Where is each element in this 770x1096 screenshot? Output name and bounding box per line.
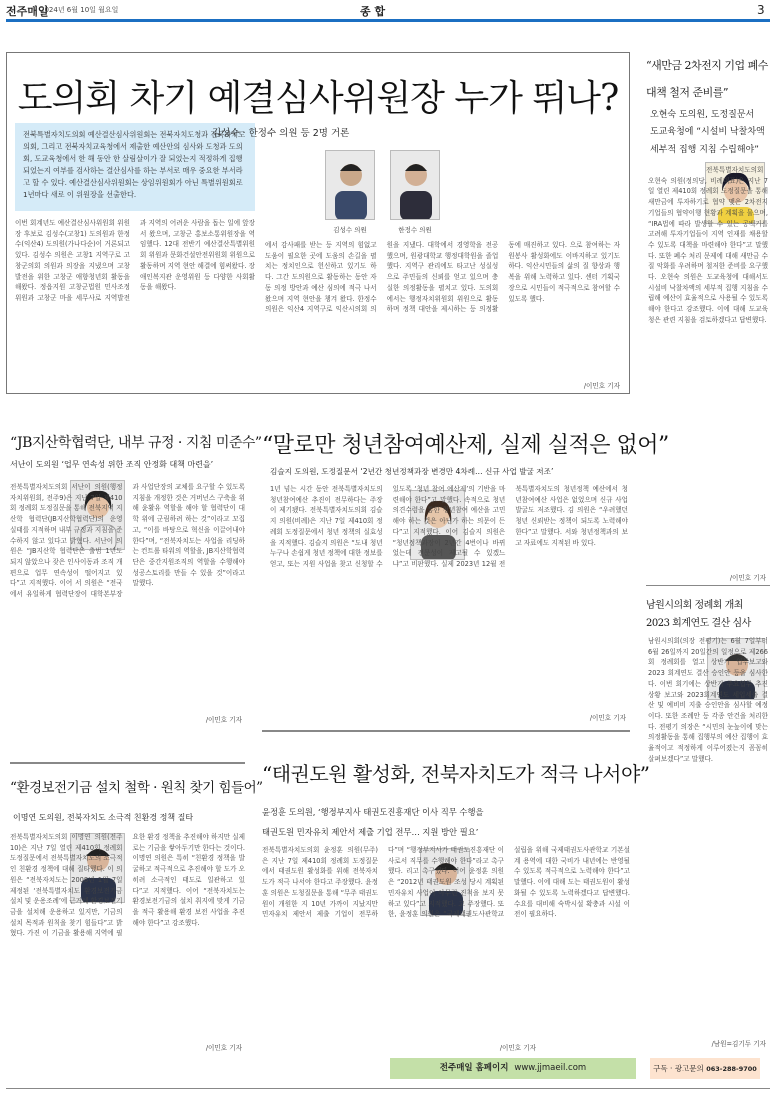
sidebar-article2-subtitle: 2023 회계연도 결산 심사 bbox=[646, 618, 751, 629]
tkd-article-body: 전북특별자치도의회 윤정훈 의원(무주)은 지난 7일 제410회 정례회 도정질문에서 태권도원 활성화를 위해 전북자치도가 적극 나서야 한다고 주장했다. 윤정훈 의원은 도청질문을 통해 “무주 태권도원이 개원한 지 10년 가까이 지났지만 민자유치 제안서 제출 기업이 전무하다”며 “행정부지사가 태권도진흥재단 이사로서 직무를 수행해야 한다”라고 촉구했다. 리고 촉구했다. 이어 윤정훈 의원은 “2012년 태권도원 조성 당시 계획된 민자유치 사업이 아무런 진척을 보지 못하고 있다”고 지적했다. 고 주장했다. 또한, 윤정훈 의원은 “국제태권도사관학교 설립을 위해 국제태권도사관학교 기본설계 용역에 대한 국비가 내년에는 반영될 수 있도록 적극적으로 노력해야 한다”고 말했다. 이에 대해 도는 태권도원이 활성화될 수 있도록 노력하겠다고 답변했다. 수요를 대비해 숙박시설 확충과 시설 이전이 필요하다. bbox=[262, 846, 630, 919]
sidebar-article-subtitle-2: 도교육청에 “시설비 낙찰차액 세부적 집행 지침 수립해야” bbox=[650, 127, 765, 155]
sidebar-article-subtitle-1: 오현숙 도의원, 도정질문서 bbox=[650, 110, 755, 120]
page-number: 3 bbox=[757, 3, 765, 17]
youth-article-subtitle: 김슬지 도의원, 도정질문서 ‘2년간 청년정책과장 변경만 4차례… 신규 사업 발굴 저조’ bbox=[270, 467, 554, 476]
homepage-label: 전주매일 홈페이지 bbox=[439, 1063, 509, 1073]
jb-article-title: “JB지산학협력단, 내부 규정 · 지침 미준수” bbox=[10, 435, 262, 451]
newspaper-logo: 전주매일 bbox=[6, 5, 49, 18]
divider bbox=[646, 585, 770, 586]
issue-date: 2024년 6월 10일 월요일 bbox=[40, 6, 119, 14]
divider bbox=[262, 730, 630, 732]
footer-rule bbox=[6, 1088, 770, 1089]
tkd-article-subtitle-2: 태권도원 민자유치 제안서 제출 기업 전무… 지원 방안 필요’ bbox=[262, 827, 479, 837]
ad-phone: 063-288-9700 bbox=[706, 1065, 757, 1073]
sidebar-article-body: 전북특별자치도의회 오현숙 의원(정의당, 비례대표)은 지난 7일 열린 제410회 정례회 도정질문을 통해 새만금에 투자하기로 협약 맺은 2차전지 기업들의 협약이행 현황과 계획을 물으며, “IRA법에 따라 발생할 수 있는 공백기를 고려해 투자기업들이 지역 인재를 채용할 수 있도록 대책을 마련해야 한다”고 말했다. 또한 폐수 처리 문제에 대해 새만금 수질 악화를 우려하며 철저한 준비를 요구했다. 오현숙 의원은 도교육청에 대해서도 시설비 낙찰차액의 세부적 집행 지침을 수립해 예산이 효율적으로 사용될 수 있도록 해야 한다고 강조했다. 이에 대해 도교육청은 관련 지침을 검토하겠다고 답변했다. bbox=[648, 166, 768, 324]
tkd-article-subtitle-1: 윤정훈 도의원, ‘행정부지사 태권도진흥재단 이사 직무 수행을 bbox=[262, 807, 484, 817]
homepage-banner[interactable] bbox=[390, 1058, 636, 1079]
sidebar-article-reporter: /이민호 기자 bbox=[729, 574, 766, 582]
photo-caption-kim: 김성수 의원 bbox=[333, 226, 367, 234]
sidebar-article2-title: 남원시의회 정례회 개최 bbox=[646, 600, 743, 611]
youth-article-title: “말로만 청년참여예산제, 실제 실적은 없어” bbox=[262, 433, 669, 458]
header-rule bbox=[6, 19, 770, 22]
photo-kim-sungsu bbox=[325, 150, 375, 220]
ad-inquiry-banner bbox=[650, 1058, 760, 1079]
jb-article-subtitle: 서난이 도의원 ‘업무 연속성 위한 조직 안정화 대책 마련을’ bbox=[10, 460, 214, 469]
top-article-body-right: 에서 감사패를 받는 등 지역의 힘없고 도움이 필요한 곳에 도움의 손길을 펼치는 정치인으로 헌신하고 있기도 하다. 그간 도의원으로 활동하는 동안 자동 의정 방안과 예산 심의에 적극 나서 왔으며 지역 현안을 챙겨 왔다. 한정수 의원은 익산4 지역구로 익산시의회 의원을 지냈다. 대학에서 경영학을 전공했으며, 원광대학교 행정대학원을 졸업했다. 지역구 관리에도 타고난 성실성으로 주민들의 신뢰를 얻고 있으며 충실한 의정활동을 펼치고 있다. 도의회에서는 행정자치위원회 위원으로 활동하며 정책 대안을 제시하는 등 의정활동에 매진하고 있다. 으로 참여하는 자원봉사 활성화에도 이바지하고 있기도 하다. 익산시민들의 삶의 질 향상과 행복을 위해 노력하고 있다. 센터 기획국장으로 시민들이 적극적으로 참여할 수 있도록 했다. bbox=[265, 241, 620, 314]
env-article-reporter: /이민호 기자 bbox=[205, 1044, 242, 1052]
top-article-lead: 전북특별자치도의회 예산결산심사위원회는 전북자치도청과 전북자치도의회, 그리고 전북자치교육청에서 제출한 예산안의 심사와 도청과 도의회, 도교육청에서 한 해 동안 한 살림살이가 잘 되었는지 적정하게 집행되었는지 여부를 검사하는 결산심사를 하는 부서로 매우 중요한 부서라고 할 수 있다. 예산결산심사위원회는 상임위원회가 아닌 특별위원회로 1년마다 새로 이 위원장을 선출한다. bbox=[15, 123, 255, 211]
sidebar-article2-reporter: /남원=김기두 기자 bbox=[711, 1040, 766, 1048]
youth-article-reporter: /이민호 기자 bbox=[589, 714, 626, 722]
tkd-article-title: “태권도원 활성화, 전북자치도가 적극 나서야” bbox=[262, 762, 650, 786]
sidebar-article2-body: 남원시의회(의장 전평기)는 6월 7일부터 6월 26일까지 20일간의 일정으로 제266회 정례회를 열고 상반기 업무보고와 2023 회계연도 결산 승인안 등을 심사한다. 이번 회기에는 상반기 주요업무 추진상황 보고와 2023회계연도 세입세출 결산 및 예비비 지출 승인안을 심사할 예정이다. 또한 조례안 등 각종 안건을 처리한다. 전평기 의장은 “시민의 눈높이에 맞는 의정활동을 통해 집행부의 예산 집행이 효율적이고 적정하게 이루어졌는지 꼼꼼히 살펴보겠다”고 말했다. bbox=[648, 637, 768, 763]
top-article-body-left: 이번 회계년도 예산결산심사위원회 위원장 후보로 김성수(고창1) 도의원과 한정수(익산4) 도의원(가나다순)이 거론되고 있다. 김성수 의원은 고창1 지역구로 고창군의회 의원과 의장을 지냈으며 고창발전을 위한 고창군 애향청년회 활동을 해왔다. 정읍지원 고창군법원 민사조정위원과 고창군 마을 세무사로 지역발전과 지역의 어려운 사람을 돕는 일에 앞장서 왔으며, 고창군 홍보소통위원장을 역임했다. 12대 전반기 예산결산특별위원회 위원과 문화건설안전위원회 위원으로 활동하며 지역 현안 해결에 힘써왔다. 장애인복지관 운영위원 등 다양한 사회활동을 해왔다. bbox=[15, 219, 255, 302]
homepage-url[interactable]: www.jjmaeil.com bbox=[514, 1063, 587, 1073]
youth-article-body: 1년 넘는 시간 동안 전북특별자치도의 청년참여예산 추진이 전무하다는 주장이 제기됐다. 전북특별자치도의회 김슬지 의원(비례)은 지난 7일 제410회 정례회 도정질문에서 청년 정책의 실효성을 지적했다. 김슬지 의원은 “도내 청년 누구나 손쉽게 청년 정책에 대한 정보를 얻고, 또는 지원 사업을 찾고 신청할 수 있도록 ‘청년 참여 예산제’의 기반을 마련해야 한다”고 말했다. 속적으로 청년 의견수렴을 통한 청년참여 예산을 고민해야 하는 것은 아닌가 하는 의문이 든다”고 지적했다. 이어 김슬지 의원은 “청년정책과장이 2년간 4번이나 바뀌었는데 전문성이 제고될 수 있겠느냐”고 비판했다. 실제 2023년 12월 전북특별자치도의 청년정책 예산에서 청년참여예산 사업은 없었으며 신규 사업 발굴도 저조했다. 김 의원은 “우려했던 청년 신뢰받는 정책이 되도록 노력해야 한다”고 말했다. 서와 청년정책과의 보고 자료에도 지적된 바 있다. bbox=[270, 485, 628, 568]
photo-caption-han: 한정수 의원 bbox=[398, 226, 432, 234]
top-article-title: 도의회 차기 예결심사위원장 누가 뛰나? bbox=[17, 78, 619, 119]
ad-label: 구독 · 광고문의 bbox=[653, 1064, 704, 1073]
photo-han-jeongsu bbox=[390, 150, 440, 220]
env-article-subtitle: 이명연 도의원, 전북자치도 소극적 친환경 정책 질타 bbox=[13, 813, 194, 822]
sidebar-article-title: “새만금 2차전지 기업 폐수 대책 철저 준비를” bbox=[646, 59, 768, 99]
person-photo-icon bbox=[391, 151, 440, 220]
jb-article-reporter: /이민호 기자 bbox=[205, 716, 242, 724]
env-article-title: “환경보전기금 설치 철학 · 원칙 찾기 힘들어” bbox=[10, 780, 263, 796]
jb-article-body: 전북특별자치도의회 서난이 의원(행정자치위원회, 전주9)은 지난 7일 제410회 정례회 도정질문을 통해 전북지역 지산학 협력단(JB지산학협력단)의 운영 실태를 지적하며 내부 규정과 지침을 준수하지 않고 있다고 밝혔다. 서난이 의원은 “JB지산학 협력단은 출범 1년도 되지 않았으나 잦은 인사이동과 조직 개편으로 업무 연속성이 떨어지고 있다”고 지적했다. 이어 서 의원은 “전국에서 유일하게 협력단장이 대학본부장과 사업단장의 교체를 요구할 수 있도록 지침을 개정한 것은 거버넌스 구축을 위해 윤활유 역할을 해야 할 협력단이 대학 위에 군림하려 하는 것”이라고 꼬집고, “이를 바탕으로 혁신을 이끌어내야 한다”며, “전북자치도는 사업을 리딩하는 컨트롤 타워의 역할을, JB지산학협력단은 중간지원조직의 역할을 수행해야 성공스토리를 만들 수 있을 것”이라고 말했다. bbox=[10, 483, 245, 599]
tkd-article-reporter: /이민호 기자 bbox=[499, 1044, 536, 1052]
divider bbox=[10, 762, 245, 764]
env-article-body: 전북특별자치도의회 이명연 의원(전주10)은 지난 7일 열린 제410회 정례회 도정질문에서 전북특별자치도의 소극적인 친환경 정책에 대해 질타했다. 이 의원은 “전북자치도는 2008년 1월 7일 제정된 ‘전북특별자치도 환경보전기금 설치 및 운용조례’에 근거해 환경보전기금을 설치해 운용하고 있지만, 기금의 설치 목적과 원칙을 찾기 힘들다”고 밝혔다. 가진 이 기금을 활용해 지역에 필요한 환경 정책을 추진해야 하지만 실제로는 기금을 쌓아두기만 한다는 것이다. 이명연 의원은 특히 “친환경 정책을 발굴하고 적극적으로 추진해야 할 도가 오히려 소극적인 태도로 일관하고 있다”고 지적했다. 이어 “전북자치도는 환경보전기금의 설치 취지에 맞게 기금을 적극 활용해 환경 보전 사업을 추진해야 한다”고 강조했다. bbox=[10, 833, 245, 938]
top-article-subtitle: 김성수 · 한정수 의원 등 2명 거론 bbox=[212, 128, 350, 139]
top-article-reporter: /이민호 기자 bbox=[583, 382, 620, 390]
person-photo-icon bbox=[326, 151, 375, 220]
section-title: 종 합 bbox=[360, 5, 386, 18]
